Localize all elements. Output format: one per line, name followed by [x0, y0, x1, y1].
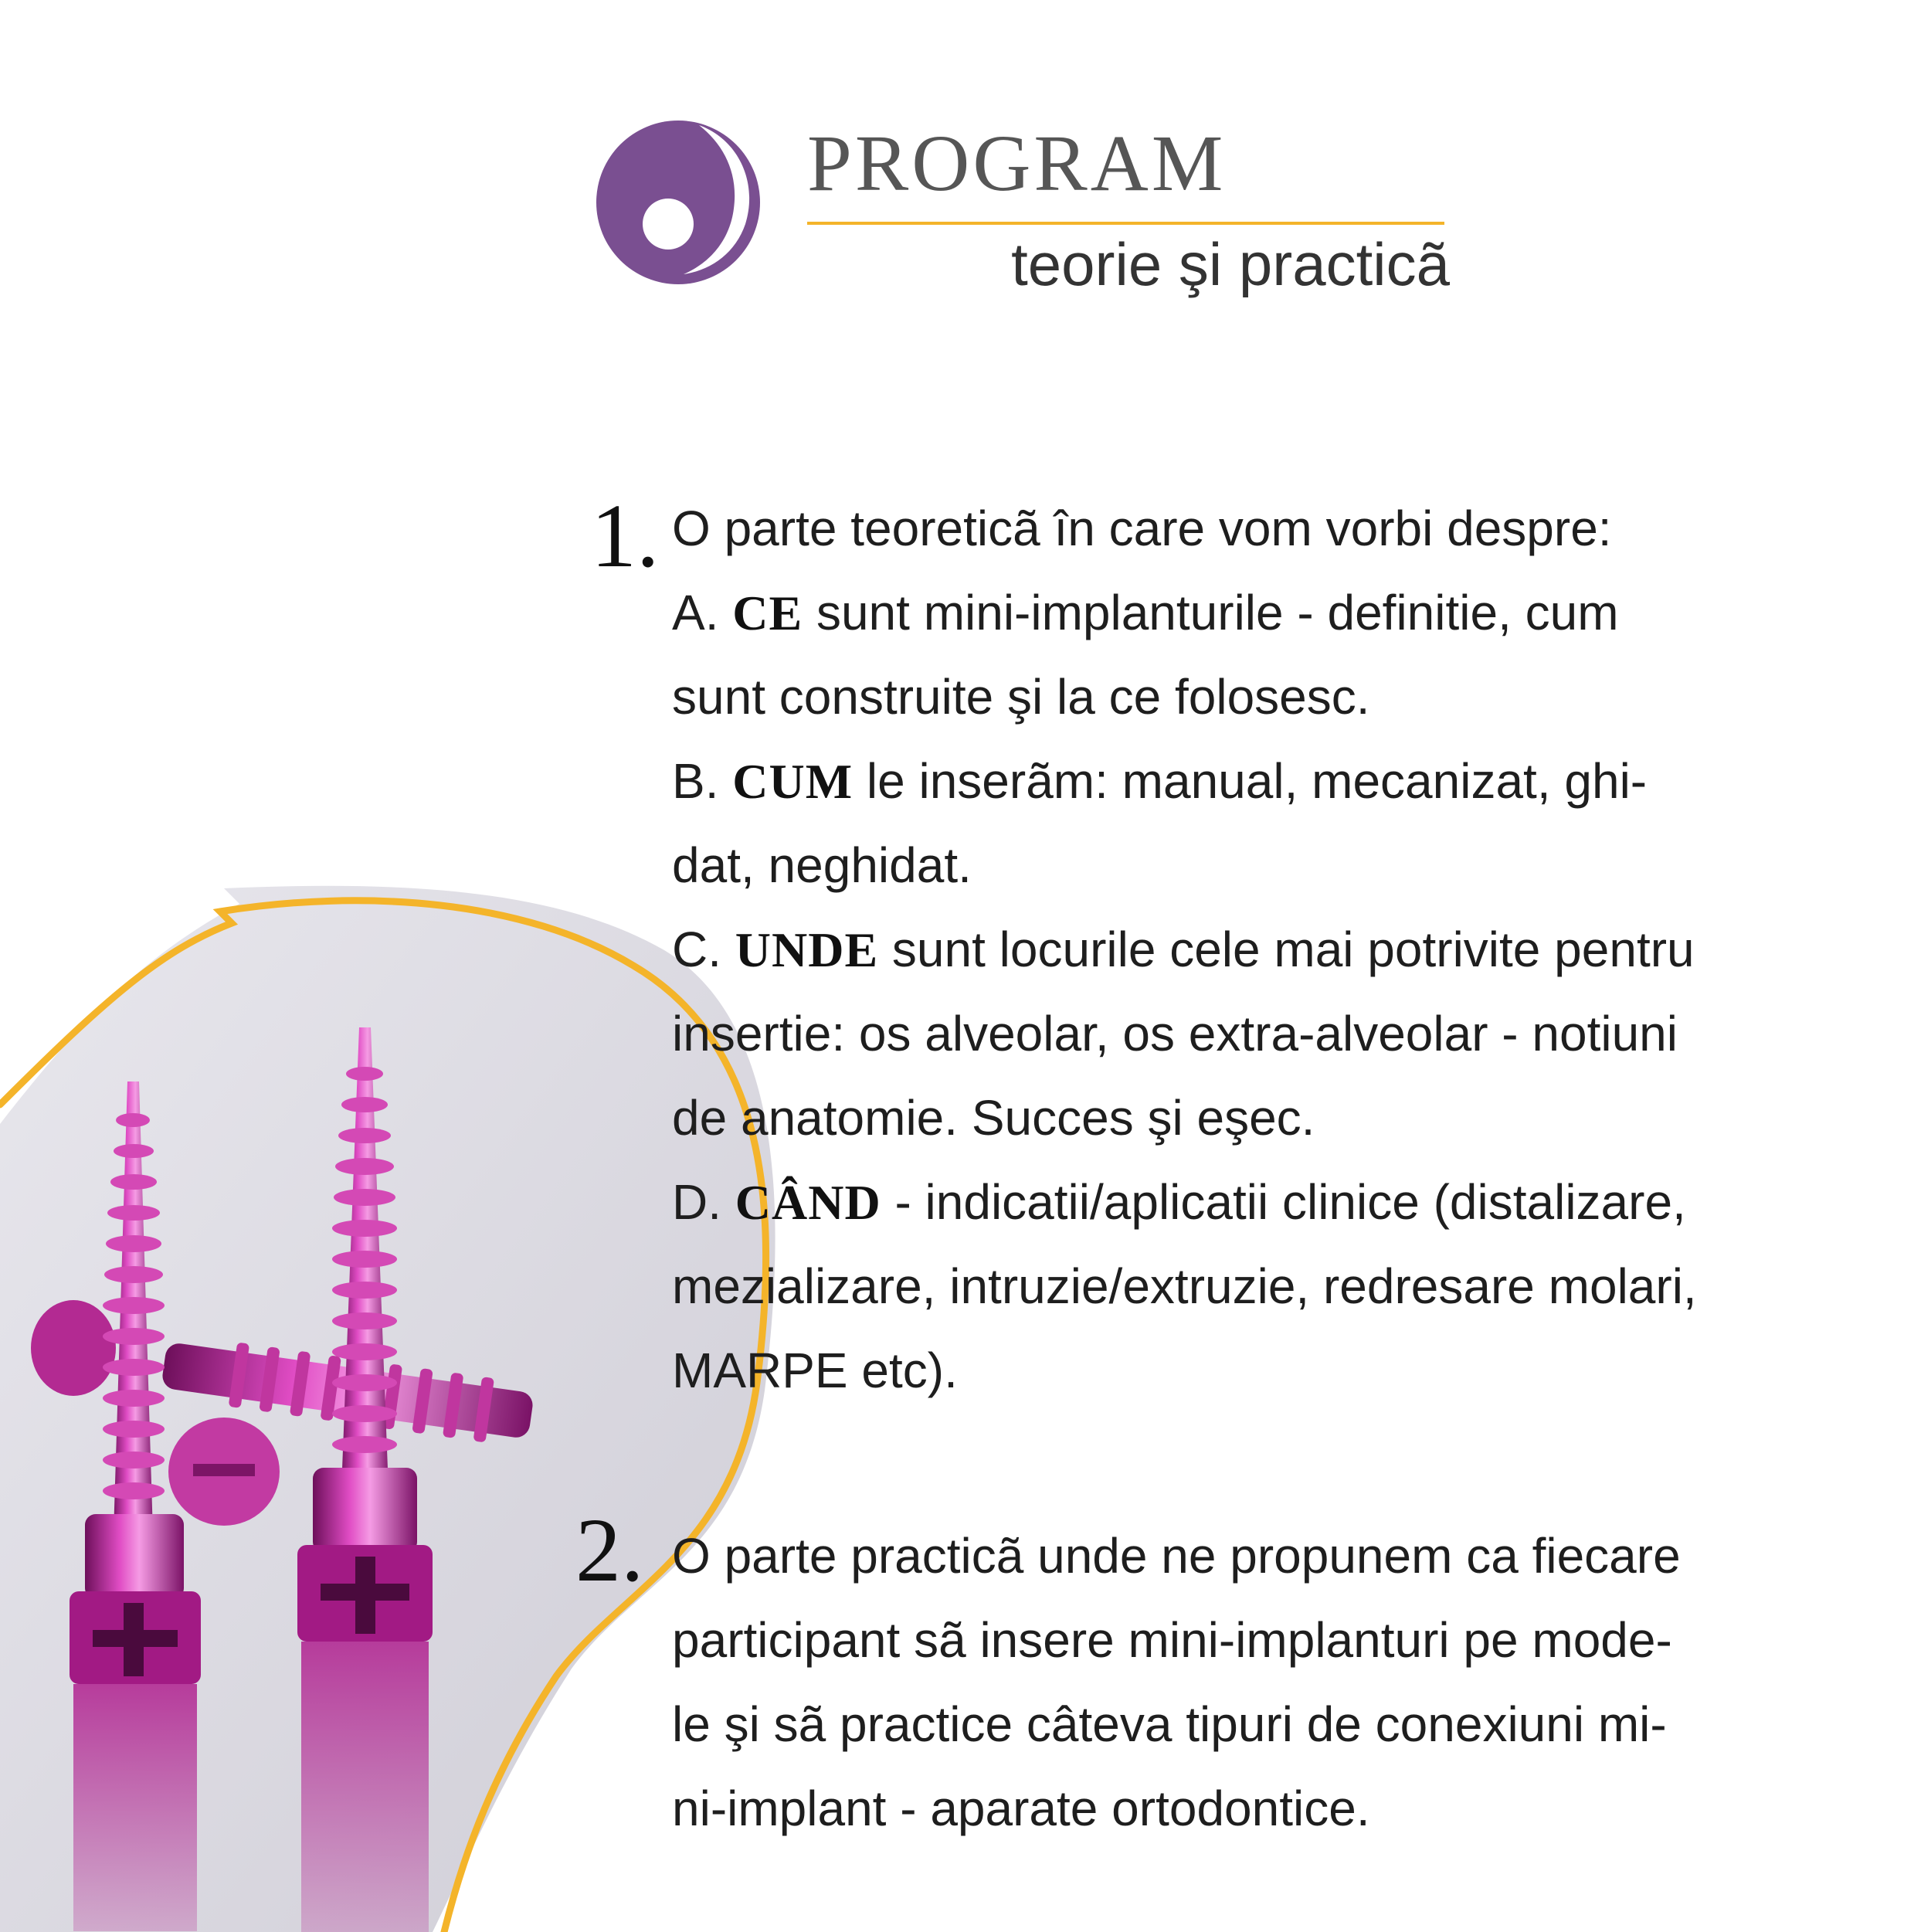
keyword-ce: CE [732, 586, 803, 640]
practice-line: participant sã insere mini-implanturi pe mode- [672, 1612, 1672, 1668]
program-title: PROGRAM [807, 119, 1227, 208]
item-d-line [672, 1160, 1877, 1244]
practice-line: le şi sã practice câteva tipuri de conexiuni mi- [672, 1696, 1667, 1752]
item-d-continuation: MARPE etc). [672, 1343, 958, 1398]
keyword-unde: UNDE [735, 922, 879, 977]
item-c-continuation: de anatomie. Succes şi eşec. [672, 1090, 1315, 1146]
keyword-cum: CUM [732, 754, 854, 809]
item-a-continuation: sunt construite şi la ce folosesc. [672, 669, 1370, 725]
item-a-line [672, 571, 1877, 655]
item-prefix: A. [672, 585, 733, 640]
item-prefix: D. [672, 1174, 735, 1230]
item-b-line [672, 739, 1877, 823]
title-underline [807, 222, 1444, 225]
item-text: - indicatii/aplicatii clinice (distalizare, [881, 1174, 1686, 1230]
theory-intro: O parte teoreticã în care vom vorbi despre: [672, 501, 1612, 556]
item-c-line [672, 908, 1877, 992]
logo-circle-icon [595, 116, 765, 286]
practice-line: ni-implant - aparate ortodontice. [672, 1781, 1370, 1836]
theory-text [672, 487, 1877, 1413]
practice-text [672, 1514, 1877, 1851]
practice-line: O parte practicã unde ne propunem ca fiecare [672, 1528, 1681, 1584]
item-text: sunt locurile cele mai potrivite pentru [878, 922, 1695, 977]
program-subtitle: teorie şi practicã [1011, 230, 1450, 298]
keyword-cand: CÂND [735, 1175, 881, 1230]
section-number: 1. [591, 485, 660, 586]
item-b-continuation: dat, neghidat. [672, 837, 972, 893]
section-number: 2. [575, 1499, 644, 1601]
item-d-continuation: mezializare, intruzie/extruzie, redresare molari, [672, 1258, 1697, 1314]
item-prefix: C. [672, 922, 735, 977]
item-text: le inserãm: manual, mecanizat, ghi- [853, 753, 1648, 809]
item-prefix: B. [672, 753, 733, 809]
item-c-continuation: insertie: os alveolar, os extra-alveolar - notiuni [672, 1006, 1678, 1061]
item-text: sunt mini-implanturile - definitie, cum [803, 585, 1619, 640]
